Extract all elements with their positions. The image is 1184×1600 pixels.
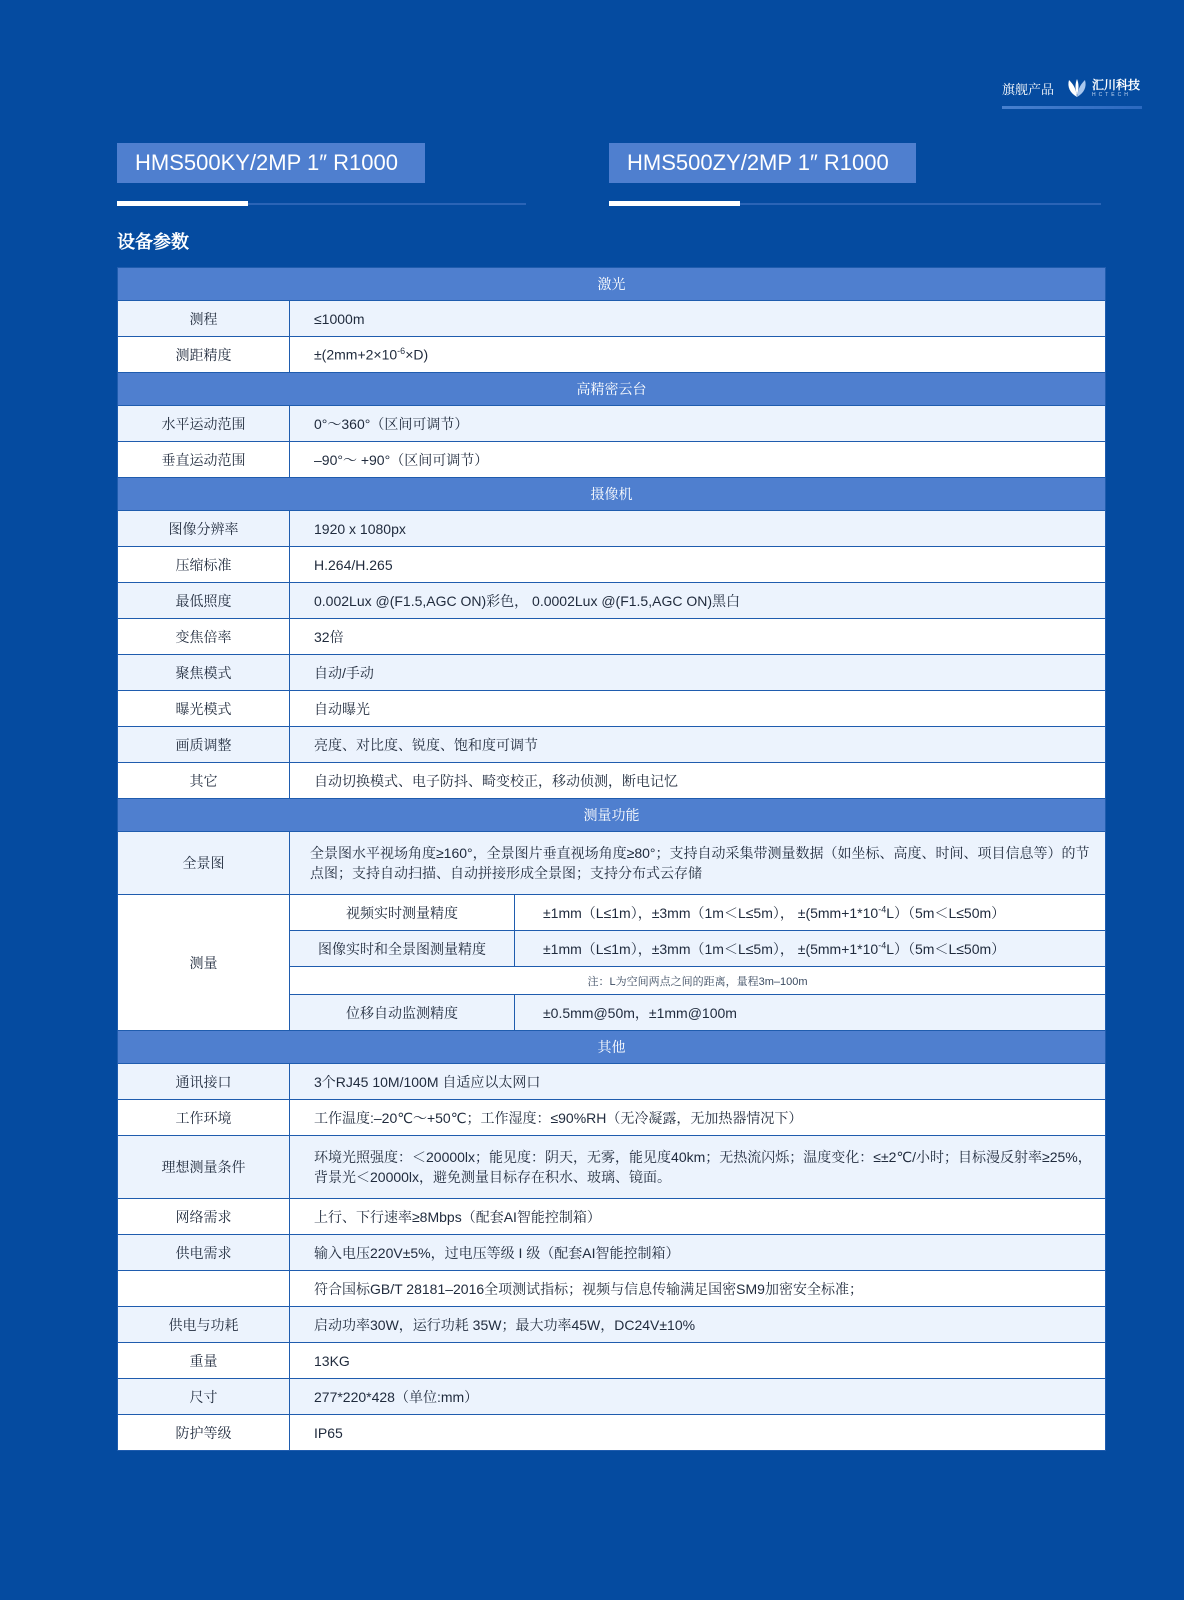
spec-row	[118, 1271, 1106, 1307]
spec-value: 自动/手动	[290, 655, 1106, 691]
group-title: 激光	[118, 268, 1106, 301]
spec-value: IP65	[290, 1415, 1106, 1451]
spec-label: 测程	[118, 301, 290, 337]
spec-value: ±0.5mm@50m，±1mm@100m	[515, 995, 1106, 1031]
spec-value: 全景图水平视场角度≥160°，全景图片垂直视场角度≥80°；支持自动采集带测量数据（如坐标、高度、时间、项目信息等）的节点图；支持自动扫描、自动拼接形成全景图；支持分布式云存储	[290, 832, 1106, 895]
spec-label: 全景图	[118, 832, 290, 895]
spec-sublabel: 图像实时和全景图测量精度	[290, 931, 515, 967]
spec-note: 注：L为空间两点之间的距离，量程3m–100m	[290, 967, 1106, 995]
spec-sublabel: 位移自动监测精度	[290, 995, 515, 1031]
section-title: 设备参数	[117, 232, 189, 252]
spec-value: 上行、下行速率≥8Mbps（配套AI智能控制箱）	[290, 1199, 1106, 1235]
spec-label: 理想测量条件	[118, 1136, 290, 1199]
spec-label: 其它	[118, 763, 290, 799]
spec-row	[118, 442, 1106, 478]
model-tab-ky[interactable]: HMS500KY/2MP 1″ R1000	[117, 143, 425, 183]
group-title: 摄像机	[118, 478, 1106, 511]
spec-row	[118, 727, 1106, 763]
spec-row	[118, 895, 1106, 931]
spec-row	[118, 1136, 1106, 1199]
spec-row	[118, 1199, 1106, 1235]
spec-label: 图像分辨率	[118, 511, 290, 547]
group-header-other	[118, 1031, 1106, 1064]
spec-value: 输入电压220V±5%，过电压等级 I 级（配套AI智能控制箱）	[290, 1235, 1106, 1271]
spec-label: 测距精度	[118, 337, 290, 373]
spec-row	[118, 763, 1106, 799]
group-title: 测量功能	[118, 799, 1106, 832]
spec-value: 工作温度:–20℃～+50℃；工作湿度：≤90%RH（无冷凝露，无加热器情况下）	[290, 1100, 1106, 1136]
spec-value: ±1mm（L≤1m），±3mm（1m＜L≤5m）， $\pm(5mm+1*10^{-4}L)(5m<L\le 50m)$	[515, 931, 1106, 967]
spec-label: 曝光模式	[118, 691, 290, 727]
spec-row	[118, 301, 1106, 337]
group-header-ptz	[118, 373, 1106, 406]
spec-value: 13KG	[290, 1343, 1106, 1379]
spec-label: 最低照度	[118, 583, 290, 619]
spec-value: 自动切换模式、电子防抖、畸变校正，移动侦测，断电记忆	[290, 763, 1106, 799]
spec-label: 压缩标准	[118, 547, 290, 583]
spec-row	[118, 1379, 1106, 1415]
spec-row	[118, 406, 1106, 442]
spec-label: 水平运动范围	[118, 406, 290, 442]
spec-label-empty	[118, 1271, 290, 1307]
spec-value: ±1mm（L≤1m），±3mm（1m＜L≤5m）， $\pm(5mm+1*10^{-4}L)(5m<L\le 50m)$	[515, 895, 1106, 931]
spec-label: 重量	[118, 1343, 290, 1379]
logo-name-en: HCTECH	[1092, 91, 1131, 98]
spec-value: 符合国标GB/T 28181–2016全项测试指标；视频与信息传输满足国密SM9加密安全标准；	[290, 1271, 1106, 1307]
group-title: 高精密云台	[118, 373, 1106, 406]
spec-row	[118, 511, 1106, 547]
spec-label: 测量	[118, 895, 290, 1031]
spec-label: 变焦倍率	[118, 619, 290, 655]
group-header-laser	[118, 268, 1106, 301]
model-underline-left-active	[117, 201, 248, 206]
logo-leaf-icon	[1066, 78, 1088, 98]
spec-sublabel: 视频实时测量精度	[290, 895, 515, 931]
spec-value: 3个RJ45 10M/100M 自适应以太网口	[290, 1064, 1106, 1100]
flagship-label: 旗舰产品	[1002, 81, 1055, 97]
spec-value: 启动功率30W，运行功耗 35W；最大功率45W，DC24V±10%	[290, 1307, 1106, 1343]
spec-value: 277*220*428（单位:mm）	[290, 1379, 1106, 1415]
spec-label: 聚焦模式	[118, 655, 290, 691]
spec-label: 通讯接口	[118, 1064, 290, 1100]
spec-label: 供电与功耗	[118, 1307, 290, 1343]
spec-row	[118, 1343, 1106, 1379]
spec-row	[118, 832, 1106, 895]
spec-table	[117, 267, 1106, 1451]
spec-row	[118, 547, 1106, 583]
spec-label: 网络需求	[118, 1199, 290, 1235]
spec-value: 1920 x 1080px	[290, 511, 1106, 547]
spec-value: 环境光照强度：＜20000lx；能见度：阴天，无雾，能见度40km；无热流闪烁；温度变化：≤±2℃/小时；目标漫反射率≥25%，背景光＜20000lx，避免测量目标存在积水、玻璃、镜面。	[290, 1136, 1106, 1199]
spec-value: 亮度、对比度、锐度、饱和度可调节	[290, 727, 1106, 763]
spec-row	[118, 1415, 1106, 1451]
spec-row	[118, 655, 1106, 691]
spec-row	[118, 583, 1106, 619]
spec-value: $\pm(2mm+2\times 10^{-6}\times D)$	[290, 337, 1106, 373]
company-logo	[1066, 78, 1140, 98]
spec-value: 0.002Lux @(F1.5,AGC ON)彩色， 0.0002Lux @(F1.5,AGC ON)黑白	[290, 583, 1106, 619]
group-header-camera	[118, 478, 1106, 511]
header-rule	[1002, 106, 1142, 109]
spec-row	[118, 1235, 1106, 1271]
spec-value: 自动曝光	[290, 691, 1106, 727]
spec-row	[118, 619, 1106, 655]
model-tab-zy[interactable]: HMS500ZY/2MP 1″ R1000	[609, 143, 916, 183]
spec-label: 防护等级	[118, 1415, 290, 1451]
group-title: 其他	[118, 1031, 1106, 1064]
model-underline-right-active	[609, 201, 740, 206]
logo-name-cn: 汇川科技	[1092, 77, 1141, 92]
spec-value: 32倍	[290, 619, 1106, 655]
spec-label: 垂直运动范围	[118, 442, 290, 478]
spec-label: 工作环境	[118, 1100, 290, 1136]
spec-value: –90°～ +90°（区间可调节）	[290, 442, 1106, 478]
spec-row	[118, 1064, 1106, 1100]
spec-value: 0°～360°（区间可调节）	[290, 406, 1106, 442]
spec-row	[118, 1100, 1106, 1136]
spec-row	[118, 337, 1106, 373]
group-header-measure	[118, 799, 1106, 832]
spec-label: 画质调整	[118, 727, 290, 763]
brand-header	[1002, 78, 1140, 98]
spec-value: H.264/H.265	[290, 547, 1106, 583]
spec-row	[118, 691, 1106, 727]
spec-label: 供电需求	[118, 1235, 290, 1271]
spec-row	[118, 1307, 1106, 1343]
spec-label: 尺寸	[118, 1379, 290, 1415]
spec-value: ≤1000m	[290, 301, 1106, 337]
